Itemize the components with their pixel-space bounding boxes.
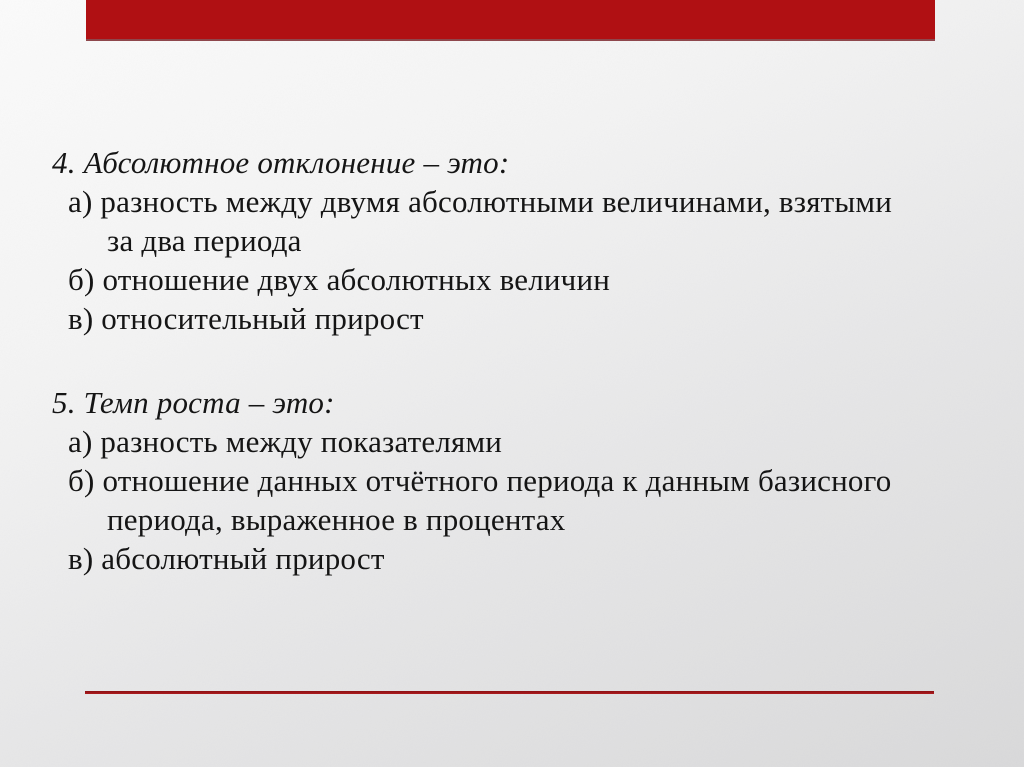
- question-5-option-v: в) абсолютный прирост: [68, 541, 385, 576]
- bottom-divider-line: [85, 691, 934, 694]
- slide-text-block: [50, 143, 995, 578]
- question-5-option-b-wrap: периода, выраженное в процентах: [107, 502, 566, 537]
- question-4-option-v: в) относительный прирост: [68, 301, 424, 336]
- question-4-option-a-wrap: за два периода: [107, 223, 302, 258]
- question-5-option-a: а) разность между показателями: [68, 424, 503, 459]
- question-4-title: 4. Абсолютное отклонение – это:: [52, 145, 510, 180]
- question-5-title: 5. Темп роста – это:: [52, 385, 335, 420]
- question-5-option-b: б) отношение данных отчётного периода к данным базисного: [68, 463, 892, 498]
- question-4-option-b: б) отношение двух абсолютных величин: [68, 262, 611, 297]
- top-accent-bar: [86, 0, 935, 41]
- question-4-option-a: а) разность между двумя абсолютными величинами, взятыми: [68, 184, 893, 219]
